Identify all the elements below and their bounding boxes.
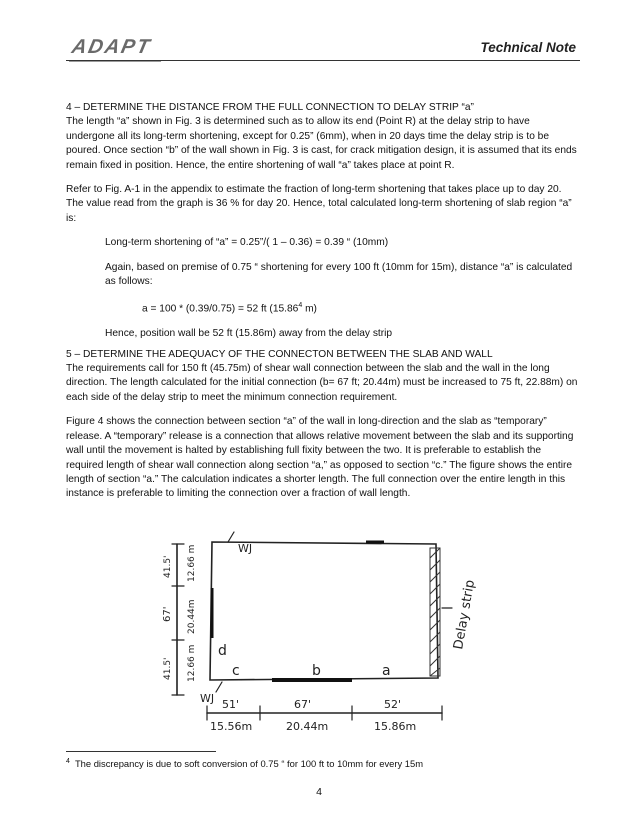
footnote-text: The discrepancy is due to soft conversion of 0.75 “ for 100 ft to 10mm for every 15m: [74, 758, 424, 770]
footnote-rule: [66, 751, 216, 752]
adapt-logo: [70, 36, 154, 59]
header-title: Technical Note: [480, 40, 576, 55]
label-c: c: [232, 663, 240, 679]
dim-a-m: 15.86m: [374, 720, 417, 733]
section-5-paragraph-2: Figure 4 shows the connection between section “a” of the wall in long-direction and the slab as “temporary” release. A “temporary” release is a connection that allows relative movement between the slab and its supporting wall until the movement is halted by establishing full fixity between the two. It is preferable to establish the required length of shear wall connection along section “a,” as opposed to section “c.” The figure shows the entire length of section “a.” The calculation indicates a shorter length. The full connection over the entire length in this instance is preferable to limiting the connection over a fraction of wall length.: [66, 416, 574, 500]
label-a: a: [382, 663, 391, 679]
delay-strip-hatch: [430, 548, 440, 676]
logo-text: ADAPT: [69, 36, 154, 58]
label-wj-bottom: WJ: [200, 692, 215, 705]
equation-footnote-mark: 4: [298, 302, 303, 310]
dim-mid-ft: 67': [162, 606, 173, 622]
footnote-mark: 4: [66, 758, 70, 765]
dim-mid-m: 20.44m: [187, 599, 197, 634]
document-body: [66, 101, 580, 502]
section-5-paragraph-1: The requirements call for 150 ft (45.75m) of shear wall connection between the slab and the wall in the long direction. The length calculated for the initial connection (b= 67 ft; 20.44m) must be increased to 75 ft, 22.88m) on each side of the delay strip to meet the minimum connection requirement.: [66, 363, 578, 403]
footnote: [66, 758, 423, 769]
dim-bot-ft: 41.5': [163, 657, 173, 680]
section-4-heading: 4 – DETERMINE THE DISTANCE FROM THE FULL CONNECTION TO DELAY STRIP “a”: [66, 102, 474, 113]
dim-top-m: 12.66 m: [187, 544, 197, 582]
figure-4-sketch: [152, 530, 512, 740]
section-5-heading: 5 – DETERMINE THE ADEQUACY OF THE CONNECTON BETWEEN THE SLAB AND WALL: [66, 348, 493, 360]
dim-b-ft: 67': [294, 698, 312, 711]
dim-bot-m: 12.66 m: [187, 644, 197, 682]
section-4-paragraph-2: Refer to Fig. A-1 in the appendix to estimate the fraction of long-term shortening that takes place up to day 20. The value read from the graph is 36 % for day 20. Hence, total calculated long-term shortening of slab region “a” is:: [66, 184, 572, 224]
label-wj-top: WJ: [238, 542, 253, 555]
dim-top-ft: 41.5': [163, 555, 173, 578]
label-d: d: [218, 643, 227, 659]
dim-c-ft: 51': [222, 698, 240, 711]
page-header: [66, 34, 580, 64]
wall-outline: [210, 542, 438, 680]
dim-a-ft: 52': [384, 698, 402, 711]
section-4-paragraph-1: The length “a” shown in Fig. 3 is determined such as to allow its end (Point R) at the delay strip to have undergone all its long-term shortening, except for 0.25” (6mm), when in 20 days time the delay strip is to be poured. Once section “b” of the wall shown in Fig. 3 is cast, for crack mitigation design, it is assumed that its ends remain fixed in position. Hence, the entire shortening of wall “a” takes place at point R.: [66, 116, 577, 171]
label-b: b: [312, 663, 321, 679]
section-4-indent-1: Long-term shortening of “a” = 0.25”/( 1 – 0.36) = 0.39 “ (10mm): [105, 237, 389, 249]
section-4-equation: [66, 299, 580, 317]
header-rule: [66, 60, 580, 61]
dim-c-m: 15.56m: [210, 720, 253, 733]
equation-text: a = 100 * (0.39/0.75) = 52 ft (15.86: [142, 303, 299, 315]
dim-b-m: 20.44m: [286, 720, 329, 733]
page-number: 4: [316, 786, 322, 798]
equation-unit: m): [302, 303, 317, 315]
label-delay-strip: Delay strip: [451, 578, 479, 651]
section-4-indent-3: Hence, position wall be 52 ft (15.86m) away from the delay strip: [105, 328, 393, 340]
section-4-indent-2: Again, based on premise of 0.75 “ shortening for every 100 ft (10mm for 15m), distance “a” is calculated as follows:: [105, 261, 573, 288]
